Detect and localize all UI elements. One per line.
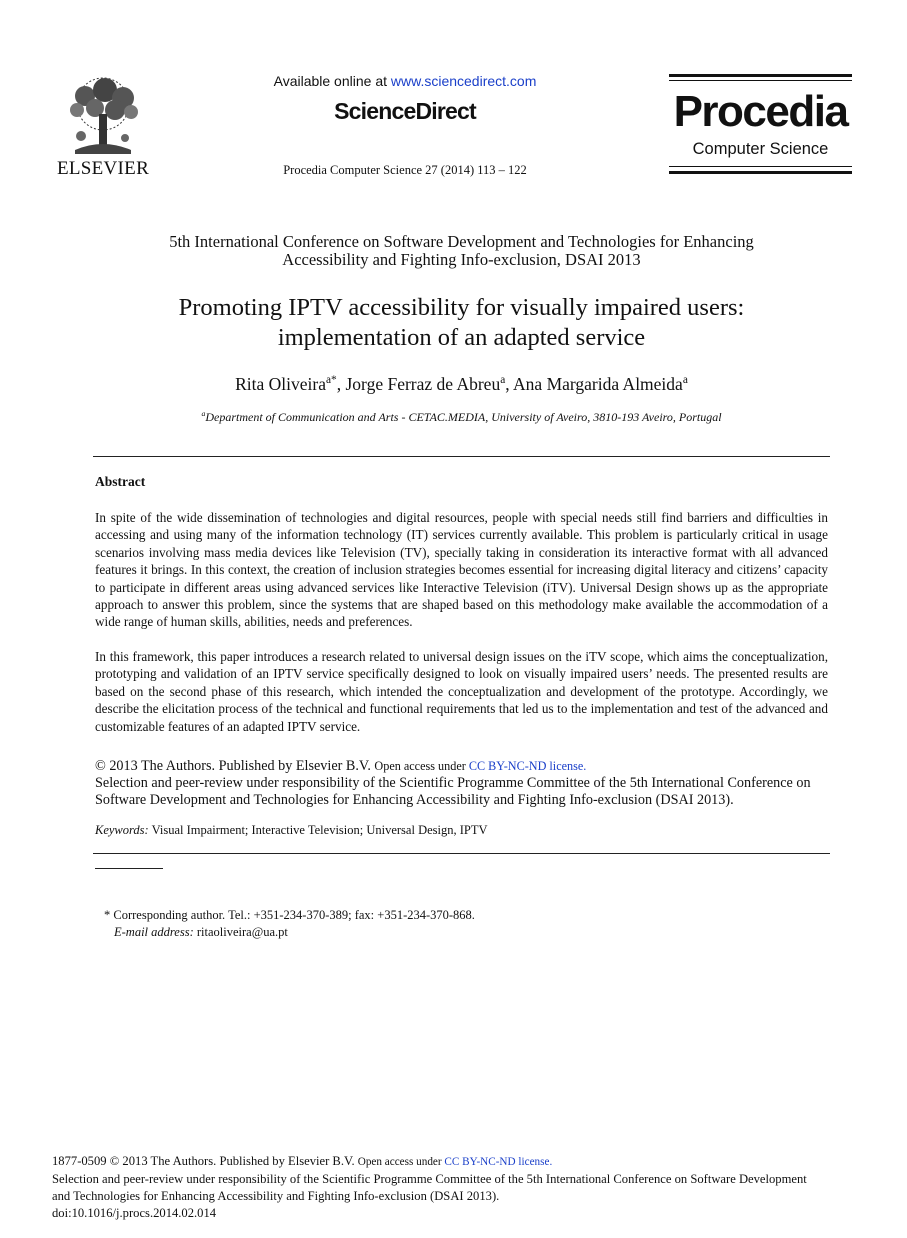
author-affiliation-mark: a* — [326, 374, 337, 387]
copyright-text: © 2013 The Authors. Published by Elsevier B.V. — [95, 758, 375, 774]
author-affiliation-mark: a — [500, 374, 506, 387]
author-affiliation-mark: a — [682, 374, 688, 387]
author-name: Jorge Ferraz de Abreu — [345, 374, 501, 394]
issn-text: 1877-0509 © 2013 The Authors. Published by Elsevier B.V. — [52, 1154, 358, 1168]
publisher-logo-text: ELSEVIER — [56, 158, 150, 179]
bottom-peer-review-line-1: Selection and peer-review under responsibility of the Scientific Programme Committee of the 5th International Conference on Software Development — [52, 1172, 807, 1186]
author-list: Rita Oliveira$^{a*}$, Jorge Ferraz de Abreu$^a$, Ana Margarida Almeida$^a$ — [235, 374, 688, 394]
journal-brand: Procedia — [673, 87, 848, 136]
abstract-top-rule — [93, 456, 830, 457]
journal-reference: Procedia Computer Science 27 (2014) 113 – 122 — [283, 163, 527, 177]
email-label: E-mail address: — [114, 925, 194, 939]
abstract-bottom-rule — [93, 853, 830, 854]
issn-line — [52, 1153, 862, 1171]
bottom-open-access-text: Open access under — [357, 1156, 445, 1168]
keywords — [95, 823, 488, 838]
keywords-value: Visual Impairment; Interactive Television; Universal Design, IPTV — [148, 823, 488, 837]
email-address: ritaoliveira@ua.pt — [193, 925, 288, 939]
license-link[interactable]: CC BY-NC-ND license. — [468, 759, 587, 773]
corresponding-author-note: * Corresponding author. Tel.: +351-234-370-389; fax: +351-234-370-868. — [104, 908, 475, 922]
conference-line-2: Accessibility and Fighting Info-exclusion, DSAI 2013 — [282, 250, 641, 269]
abstract-paragraph-2: In this framework, this paper introduces a research related to universal design issues on the iTV scope, which aims the conceptualization, prototyping and validation of an IPTV service specifically designed to look on visually impaired users’ needs. The presented results are based on the second phase of this research, which intended the conceptualization and development of the prototype. Accordingly, we describe the elicitation process of the technical and functional requirements that led us to the implementation and test of the advanced and customizable features of an adapted IPTV service. — [95, 649, 828, 734]
doi: doi:10.1016/j.procs.2014.02.014 — [52, 1206, 217, 1220]
sciencedirect-link[interactable]: www.sciencedirect.com — [390, 73, 537, 89]
keywords-label: Keywords: — [95, 823, 149, 837]
author-name: Rita Oliveira — [235, 374, 327, 394]
bottom-license-link[interactable]: CC BY-NC-ND license. — [444, 1156, 553, 1168]
paper-title — [95, 293, 828, 353]
open-access-text: Open access under — [374, 759, 469, 773]
availability-line — [240, 73, 570, 89]
affiliation — [95, 410, 828, 425]
peer-review-statement: Selection and peer-review under responsibility of the Scientific Programme Committee of the 5th International Conference on Software Development and Technologies for Enhancing Accessibility and Fighting Info-exclusion (DSAI 2013). — [95, 775, 811, 808]
bottom-notice — [52, 1153, 862, 1222]
affiliation-mark: a — [201, 409, 206, 418]
abstract-heading: Abstract — [95, 474, 146, 489]
copyright-block — [95, 758, 840, 809]
footnote-rule — [95, 868, 163, 869]
journal-subtitle: Computer Science — [692, 140, 829, 158]
bottom-peer-review-line-2: and Technologies for Enhancing Accessibility and Fighting Info-exclusion (DSAI 2013). — [52, 1189, 500, 1203]
title-line-1: Promoting IPTV accessibility for visually impaired users: — [178, 294, 745, 321]
author-name: Ana Margarida Almeida — [513, 374, 683, 394]
copyright-line — [95, 758, 840, 775]
journal-logo — [669, 74, 852, 174]
affiliation-text: Department of Communication and Arts - CETAC.MEDIA, University of Aveiro, 3810-193 Aveiro, Portugal — [205, 410, 722, 424]
conference-line-1: 5th International Conference on Software Development and Technologies for Enhancing — [169, 232, 754, 251]
abstract-paragraph-1: In spite of the wide dissemination of technologies and digital resources, people with special needs still find barriers and difficulties in accessing and using many of the information technology (IT) services currently available. This problem is particularly critical in usage scenarios involving mass media devices like Television (TV), specially taking in consideration its interactive format with all advanced features it brings. In this context, the creation of inclusion strategies becomes essential for increasing digital literacy and citizens’ capacity to participate in different areas using advanced services like Interactive Television (iTV). Universal Design shows up as the appropriate approach to answer this problem, since the systems that are shaped based on this methodology make available the accommodation of a wide range of human skills, abilities, needs and preferences. — [95, 510, 828, 630]
sciencedirect-brand: ScienceDirect — [334, 98, 476, 124]
availability-prefix: Available online at — [273, 73, 391, 89]
email-note — [114, 925, 288, 940]
conference-name — [95, 233, 828, 269]
title-line-2: implementation of an adapted service — [277, 324, 646, 351]
